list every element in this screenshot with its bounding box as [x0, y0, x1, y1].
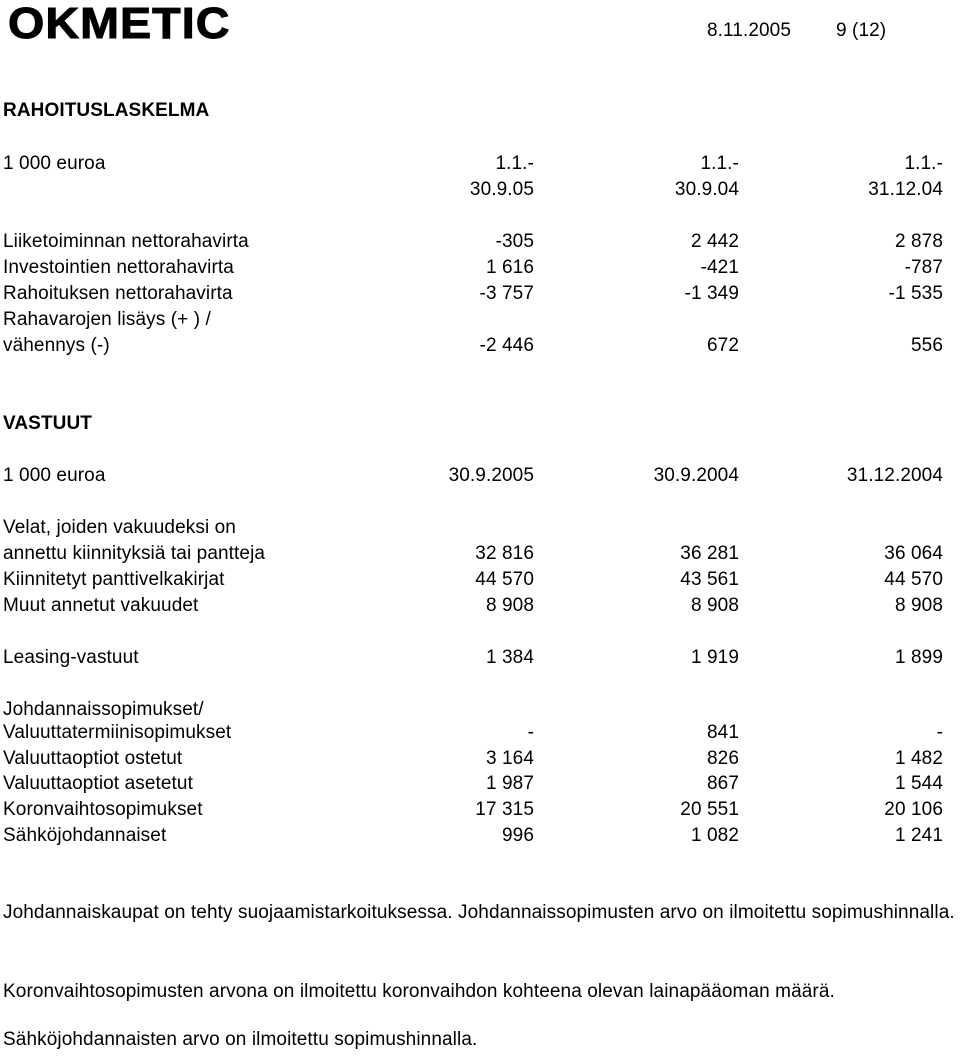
row-value: 2 878 [894, 231, 943, 252]
row-value: 44 570 [884, 569, 943, 590]
row-value: - [527, 722, 534, 743]
row-value: 1 241 [894, 825, 943, 846]
row-value: 1 544 [894, 773, 943, 794]
row-value: 8 908 [485, 595, 534, 616]
row-value: 672 [706, 335, 739, 356]
row-value: 3 164 [485, 748, 534, 769]
table-row [0, 748, 960, 772]
company-logo: OKMETIC [8, 0, 231, 48]
row-label: Johdannaissopimukset/ [3, 699, 204, 720]
row-label: Koronvaihtosopimukset [3, 799, 203, 820]
row-value: 20 551 [680, 799, 739, 820]
row-value: -305 [495, 231, 534, 252]
note-interest-swaps: Koronvaihtosopimusten arvona on ilmoitettu koronvaihdon kohteena olevan lainapääoman määrä. [3, 981, 835, 1002]
row-value: 1 616 [485, 257, 534, 278]
row-value: 36 064 [884, 543, 943, 564]
commitments-header-row [0, 465, 960, 489]
cash-flow-unit: 1 000 euroa [3, 153, 106, 174]
row-label: Rahoituksen nettorahavirta [3, 283, 233, 304]
cash-flow-col3-line1: 1.1.- [904, 153, 943, 174]
row-value: -1 349 [684, 283, 739, 304]
note-electricity-derivatives: Sähköjohdannaisten arvo on ilmoitettu sopimushinnalla. [3, 1029, 478, 1050]
table-row [0, 699, 960, 723]
table-row [0, 517, 960, 541]
cash-flow-col2-line2: 30.9.04 [674, 179, 739, 200]
table-row [0, 569, 960, 593]
row-value: 2 442 [690, 231, 739, 252]
row-value: 43 561 [680, 569, 739, 590]
cash-flow-col1-line2: 30.9.05 [469, 179, 534, 200]
table-row [0, 825, 960, 849]
row-label: Valuuttaoptiot asetetut [3, 773, 193, 794]
row-label: Velat, joiden vakuudeksi on [3, 517, 236, 538]
commitments-title: VASTUUT [3, 413, 93, 434]
cash-flow-col2-line1: 1.1.- [700, 153, 739, 174]
commitments-col2: 30.9.2004 [653, 465, 739, 486]
row-value: 1 082 [690, 825, 739, 846]
row-value: 867 [706, 773, 739, 794]
table-row [0, 722, 960, 746]
row-label: Valuuttatermiinisopimukset [3, 722, 232, 743]
table-row [0, 309, 960, 333]
row-label: Valuuttaoptiot ostetut [3, 748, 183, 769]
row-value: 32 816 [475, 543, 534, 564]
row-label: Investointien nettorahavirta [3, 257, 234, 278]
table-row [0, 335, 960, 359]
row-value: 1 987 [485, 773, 534, 794]
row-label: vähennys (-) [3, 335, 110, 356]
row-label: Rahavarojen lisäys (+ ) / [3, 309, 211, 330]
cash-flow-header-row-2 [0, 179, 960, 203]
report-date: 8.11.2005 [707, 20, 792, 41]
row-value: 44 570 [475, 569, 534, 590]
cash-flow-title: RAHOITUSLASKELMA [3, 100, 210, 121]
row-value: 8 908 [894, 595, 943, 616]
table-row [0, 231, 960, 255]
row-value: -3 757 [479, 283, 534, 304]
row-value: -421 [700, 257, 739, 278]
row-label: Sähköjohdannaiset [3, 825, 167, 846]
table-row [0, 543, 960, 567]
row-value: - [936, 722, 943, 743]
row-label: Liiketoiminnan nettorahavirta [3, 231, 249, 252]
table-row [0, 773, 960, 797]
row-value: 8 908 [690, 595, 739, 616]
row-value: 556 [910, 335, 943, 356]
row-label: Muut annetut vakuudet [3, 595, 199, 616]
row-label: Kiinnitetyt panttivelkakirjat [3, 569, 225, 590]
row-value: 17 315 [475, 799, 534, 820]
table-row [0, 595, 960, 619]
commitments-col3: 31.12.2004 [846, 465, 943, 486]
row-value: 1 899 [894, 647, 943, 668]
note-derivatives-hedging: Johdannaiskaupat on tehty suojaamistarkoituksessa. Johdannaissopimusten arvo on ilmoitettu sopimushinnalla. [3, 902, 955, 923]
row-value: 841 [706, 722, 739, 743]
row-value: 1 482 [894, 748, 943, 769]
table-row [0, 257, 960, 281]
commitments-unit: 1 000 euroa [3, 465, 106, 486]
row-value: 996 [501, 825, 534, 846]
row-value: 1 919 [690, 647, 739, 668]
row-value: 36 281 [680, 543, 739, 564]
page-number: 9 (12) [836, 20, 887, 41]
row-value: -2 446 [479, 335, 534, 356]
row-value: 826 [706, 748, 739, 769]
table-row [0, 647, 960, 671]
cash-flow-header-row-1 [0, 153, 960, 177]
row-value: -787 [904, 257, 943, 278]
commitments-col1: 30.9.2005 [448, 465, 534, 486]
row-value: 20 106 [884, 799, 943, 820]
row-label: annettu kiinnityksiä tai pantteja [3, 543, 266, 564]
cash-flow-col1-line1: 1.1.- [495, 153, 534, 174]
table-row [0, 799, 960, 823]
table-row [0, 283, 960, 307]
row-label: Leasing-vastuut [3, 647, 139, 668]
row-value: -1 535 [888, 283, 943, 304]
row-value: 1 384 [485, 647, 534, 668]
cash-flow-col3-line2: 31.12.04 [868, 179, 943, 200]
